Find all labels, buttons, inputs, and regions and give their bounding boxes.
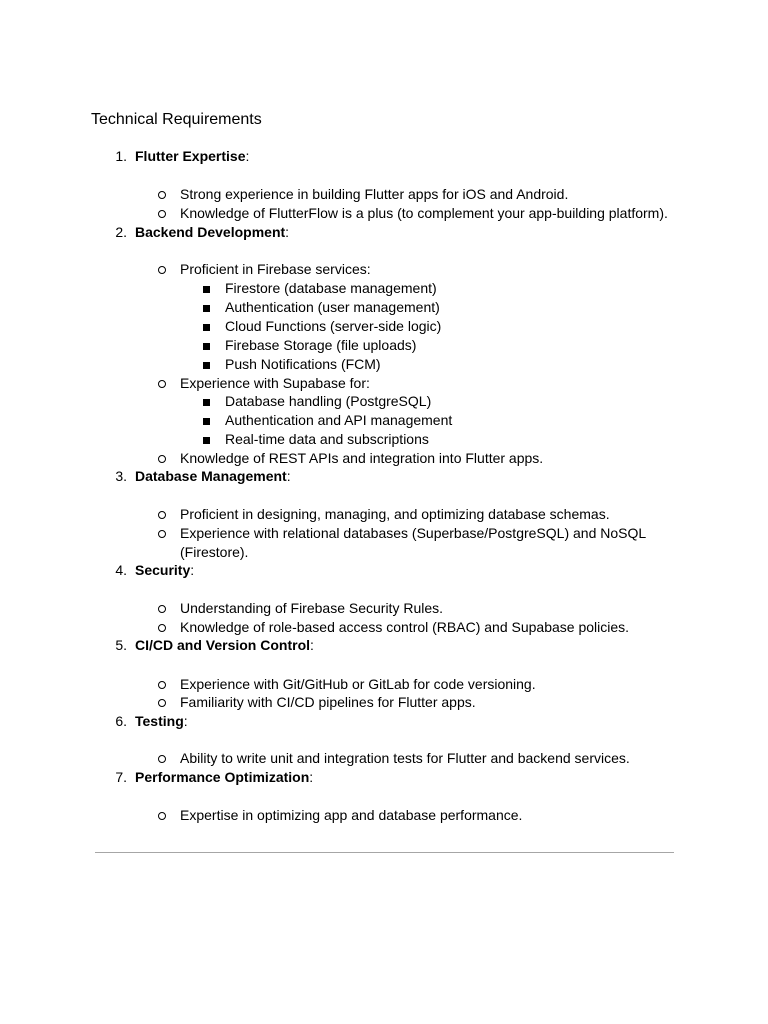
section-title-bold: Testing (135, 713, 184, 729)
section-title-bold: Performance Optimization (135, 769, 310, 785)
square-bullet-icon (203, 343, 210, 350)
list-item-continuation: (Firestore). (180, 544, 249, 560)
section-title-suffix: : (285, 224, 290, 240)
list-item: Familiarity with CI/CD pipelines for Flutter apps. (180, 694, 476, 710)
circle-bullet-icon (158, 380, 166, 388)
list-item: Proficient in designing, managing, and optimizing database schemas. (180, 506, 610, 522)
sub-list-item: Firestore (database management) (225, 280, 437, 296)
section-title-bold: CI/CD and Version Control (135, 637, 311, 653)
circle-bullet-icon (158, 266, 166, 274)
sub-list-item: Database handling (PostgreSQL) (225, 393, 432, 409)
square-bullet-icon (203, 324, 210, 331)
list-number: 3. (115, 468, 127, 484)
square-bullet-icon (203, 286, 210, 293)
section-title-suffix: : (309, 769, 314, 785)
list-item: Understanding of Firebase Security Rules. (180, 600, 444, 616)
section-title (135, 223, 289, 242)
list-item: Strong experience in building Flutter apps for iOS and Android. (180, 186, 569, 202)
circle-bullet-icon (158, 681, 166, 689)
circle-bullet-icon (158, 605, 166, 613)
sub-list-item: Firebase Storage (file uploads) (225, 337, 417, 353)
list-item: Experience with Supabase for: (180, 375, 370, 391)
square-bullet-icon (203, 362, 210, 369)
list-number: 4. (115, 562, 127, 578)
section-title-suffix: : (190, 562, 195, 578)
sub-list-item: Authentication (user management) (225, 299, 440, 315)
section-title-suffix: : (286, 468, 291, 484)
section-title (135, 636, 314, 655)
circle-bullet-icon (158, 699, 166, 707)
square-bullet-icon (203, 437, 210, 444)
list-item: Experience with relational databases (Superbase/PostgreSQL) and NoSQL (180, 525, 647, 541)
circle-bullet-icon (158, 812, 166, 820)
list-number: 6. (115, 713, 127, 729)
sub-list-item: Authentication and API management (225, 412, 453, 428)
page-title: Technical Requirements (91, 111, 262, 128)
section-title (135, 561, 194, 580)
list-item: Knowledge of role-based access control (RBAC) and Supabase policies. (180, 619, 630, 635)
circle-bullet-icon (158, 624, 166, 632)
list-number: 5. (115, 637, 127, 653)
circle-bullet-icon (158, 191, 166, 199)
list-item: Knowledge of REST APIs and integration into Flutter apps. (180, 450, 544, 466)
sub-list-item: Push Notifications (FCM) (225, 356, 381, 372)
list-number: 1. (115, 148, 127, 164)
circle-bullet-icon (158, 210, 166, 218)
list-number: 2. (115, 224, 127, 240)
circle-bullet-icon (158, 755, 166, 763)
section-title (135, 768, 313, 787)
sub-list-item: Real-time data and subscriptions (225, 431, 429, 447)
section-title-suffix: : (183, 713, 188, 729)
section-title (135, 147, 249, 166)
square-bullet-icon (203, 418, 210, 425)
square-bullet-icon (203, 305, 210, 312)
section-title (135, 712, 188, 731)
section-title-suffix: : (310, 637, 314, 653)
square-bullet-icon (203, 399, 210, 406)
section-title-bold: Database Management (135, 468, 287, 484)
list-item: Knowledge of FlutterFlow is a plus (to complement your app-building platform). (180, 205, 668, 221)
sub-list-item: Cloud Functions (server-side logic) (225, 318, 442, 334)
list-item: Experience with Git/GitHub or GitLab for code versioning. (180, 676, 536, 692)
list-item: Proficient in Firebase services: (180, 261, 371, 277)
list-item: Expertise in optimizing app and database performance. (180, 807, 523, 823)
circle-bullet-icon (158, 511, 166, 519)
section-title-bold: Flutter Expertise (135, 148, 246, 164)
circle-bullet-icon (158, 455, 166, 463)
section-title (135, 467, 291, 486)
circle-bullet-icon (158, 530, 166, 538)
list-number: 7. (115, 769, 127, 785)
section-title-suffix: : (245, 148, 250, 164)
section-title-bold: Backend Development (135, 224, 286, 240)
list-item: Ability to write unit and integration tests for Flutter and backend services. (180, 750, 630, 766)
section-title-bold: Security (135, 562, 191, 578)
horizontal-divider (95, 852, 674, 853)
